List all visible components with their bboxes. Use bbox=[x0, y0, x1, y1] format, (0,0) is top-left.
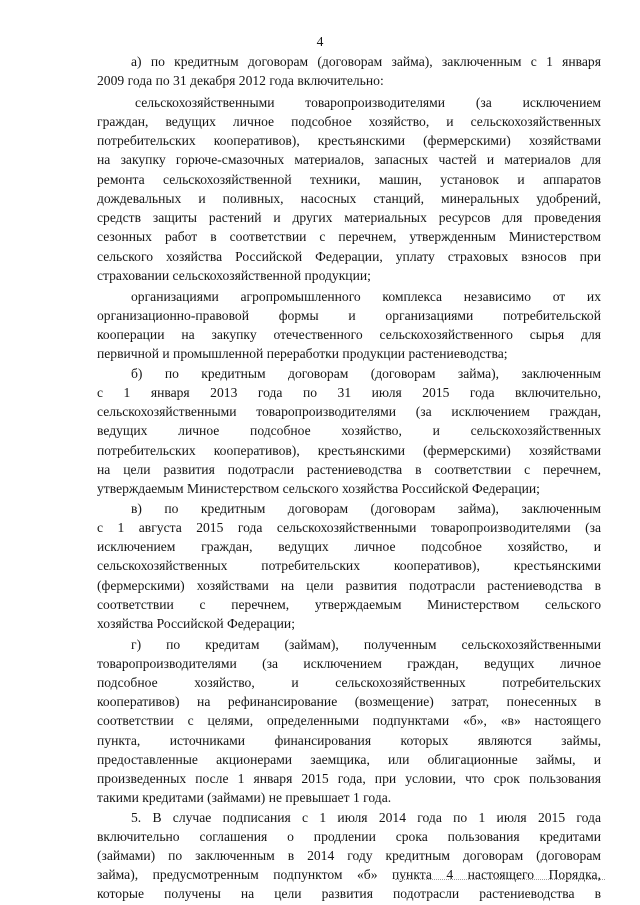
text-line: с 1 января 2013 года по 31 июля 2015 года включительно, bbox=[97, 385, 601, 400]
text-line: включительно соглашения о продлении срока пользования кредитами bbox=[97, 829, 601, 844]
text-line: такими кредитами (займами) не превышает 1 года. bbox=[97, 790, 392, 805]
text-line: на закупку горюче-смазочных материалов, запасных частей и материалов для bbox=[97, 152, 601, 167]
text-line: предоставленные акционерами заемщика, или облигационные займы, и bbox=[97, 752, 601, 767]
text-line: с 1 августа 2015 года сельскохозяйственными товаропроизводителями (за bbox=[97, 520, 601, 535]
text-line: соответствии с целями, определенными подпунктами «б», «в» настоящего bbox=[97, 713, 601, 728]
text-line: сельскохозяйственными товаропроизводителями (за исключением bbox=[135, 95, 601, 110]
text-line: которые получены на цели развития подотрасли растениеводства в bbox=[97, 886, 601, 901]
text-line: произведенных после 1 января 2015 года, при условии, что срок пользования bbox=[97, 771, 601, 786]
text-line: первичной и промышленной переработки продукции растениеводства; bbox=[97, 346, 508, 361]
footer-rule bbox=[395, 879, 605, 880]
text-line: ведущих личное подсобное хозяйство, и сельскохозяйственных bbox=[97, 423, 601, 438]
text-line: в) по кредитным договорам (договорам займа), заключенным bbox=[131, 501, 601, 516]
text-line: б) по кредитным договорам (договорам займа), заключенным bbox=[131, 366, 601, 381]
page-number: 4 bbox=[316, 34, 324, 49]
text-line: кооперации на закупку отечественного сельскохозяйственного сырья для bbox=[97, 327, 601, 342]
text-line: ремонта сельскохозяйственной техники, машин, установок и аппаратов bbox=[97, 172, 601, 187]
text-line: организационно-правовой формы и организациями потребительской bbox=[97, 308, 601, 323]
text-line: потребительских кооперативов), крестьянскими (фермерскими) хозяйствами bbox=[97, 133, 601, 148]
text-line: пункта, источниками финансирования которых являются займы, bbox=[97, 733, 601, 748]
text-line: страховании сельскохозяйственной продукции; bbox=[97, 268, 371, 283]
text-line: сельскохозяйственных потребительских кооперативов), крестьянскими bbox=[97, 558, 601, 573]
text-line: хозяйства Российской Федерации; bbox=[97, 616, 295, 631]
text-line: товаропроизводителями (за исключением граждан, ведущих личное bbox=[97, 656, 601, 671]
text-line: граждан, ведущих личное подсобное хозяйство, и сельскохозяйственных bbox=[97, 114, 601, 129]
text-line: исключением граждан, ведущих личное подсобное хозяйство, и bbox=[97, 539, 601, 554]
text-line: подсобное хозяйство, и сельскохозяйственных потребительских bbox=[97, 675, 601, 690]
text-line: (займами) по заключенным в 2014 году кредитным договорам (договорам bbox=[97, 848, 601, 863]
text-line: дождевальных и поливных, насосных станций, минеральных удобрений, bbox=[97, 191, 601, 206]
text-line: кооперативов) на рефинансирование (возмещение) затрат, понесенных в bbox=[97, 694, 601, 709]
text-line: г) по кредитам (займам), полученным сельскохозяйственными bbox=[131, 637, 601, 652]
text-line: 5. В случае подписания с 1 июля 2014 года по 1 июля 2015 года bbox=[131, 810, 601, 825]
text-line: сельского хозяйства Российской Федерации, уплату страховых взносов при bbox=[97, 249, 601, 264]
text-line: организациями агропромышленного комплекса независимо от их bbox=[131, 289, 601, 304]
text-line: займа), предусмотренным подпунктом «б» пункта 4 настоящего Порядка, bbox=[97, 867, 601, 882]
text-line: на цели развития подотрасли растениеводства в соответствии с перечнем, bbox=[97, 462, 601, 477]
text-line: утверждаемым Министерством сельского хозяйства Российской Федерации; bbox=[97, 481, 540, 496]
text-line: сельскохозяйственными товаропроизводителями (за исключением граждан, bbox=[97, 404, 601, 419]
text-line: соответствии с перечнем, утверждаемым Министерством сельского bbox=[97, 597, 601, 612]
text-line: (фермерскими) хозяйствами на цели развития подотрасли растениеводства в bbox=[97, 578, 601, 593]
text-line: средств защиты растений и других материальных ресурсов для проведения bbox=[97, 210, 601, 225]
text-line: а) по кредитным договорам (договорам займа), заключенным с 1 января bbox=[131, 54, 601, 69]
text-line: 2009 года по 31 декабря 2012 года включительно: bbox=[97, 73, 384, 88]
text-line: сезонных работ в соответствии с перечнем, утвержденным Министерством bbox=[97, 229, 601, 244]
text-line: потребительских кооперативов), крестьянскими (фермерскими) хозяйствами bbox=[97, 443, 601, 458]
